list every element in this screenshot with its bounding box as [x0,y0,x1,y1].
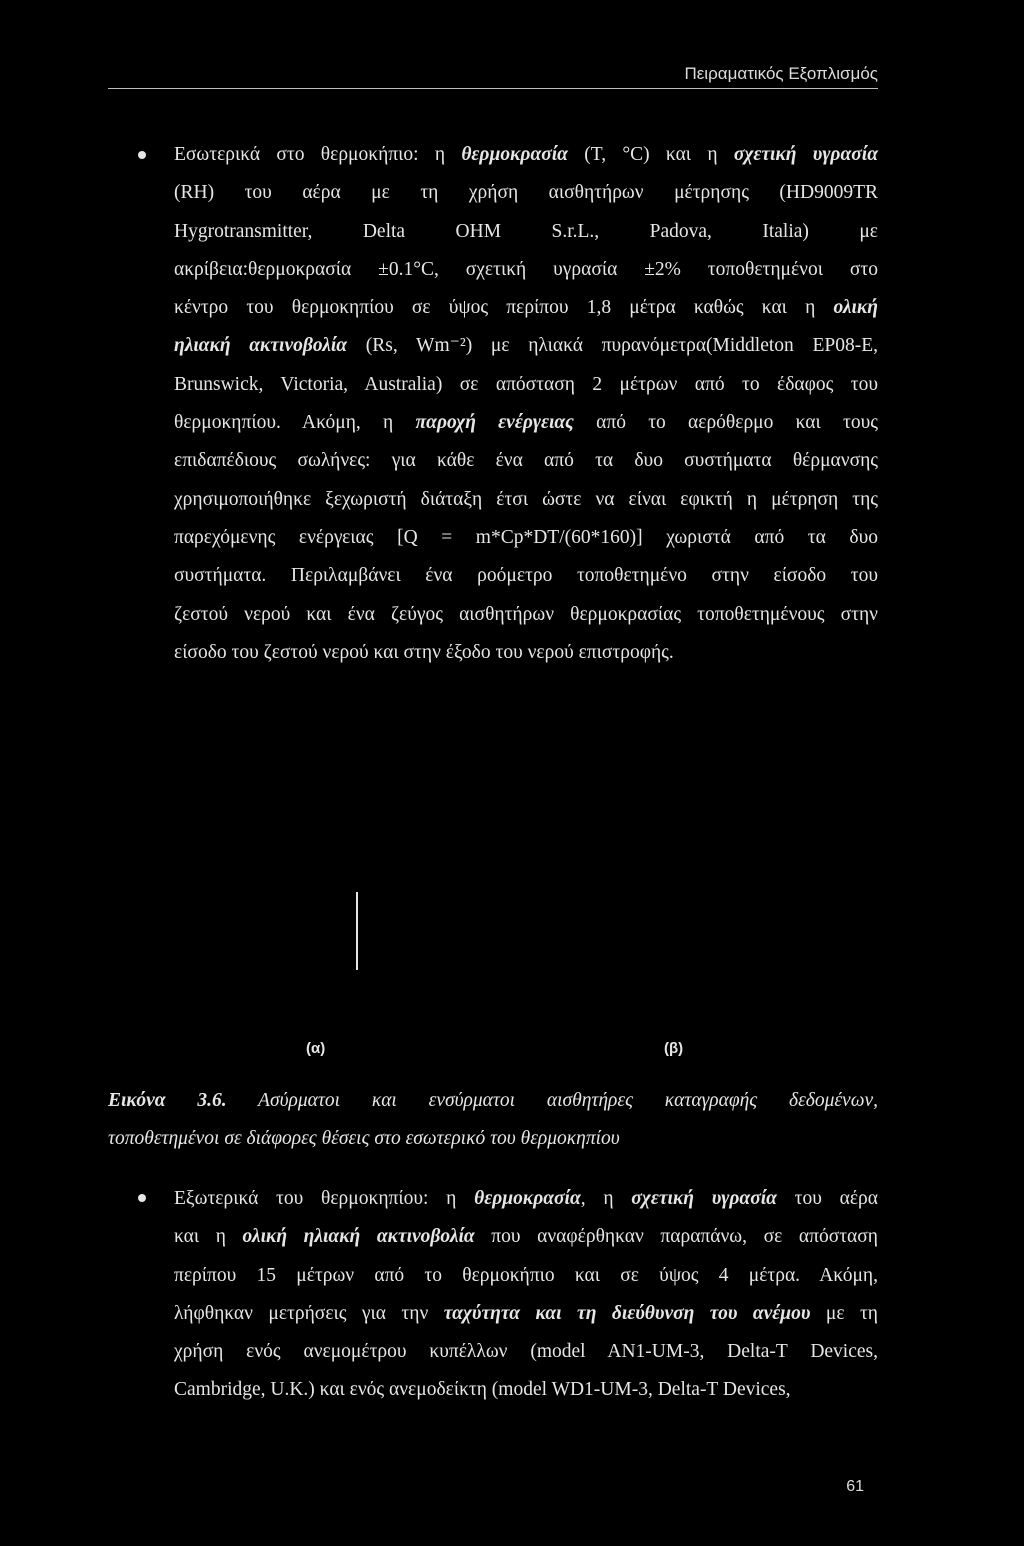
bullet-icon [138,1194,146,1202]
text-run: του αέρα [776,1188,879,1209]
text-run: ζεστού νερού και ένα ζεύγος αισθητήρων θερμοκρασίας τοποθετημένους στην [174,603,878,625]
emphasized-term: παροχή ενέργειας [415,412,574,434]
text-line [174,136,878,174]
text-run: και η [174,1226,243,1248]
bullet-paragraph-interior [174,136,878,672]
text-run: Hygrotransmitter, Delta OHM S.r.L., Padova, Italia) με [174,220,878,242]
text-run: από το αερόθερμο και τους [573,412,878,434]
text-line [174,404,878,442]
text-run: είσοδο του ζεστού νερού και στην έξοδο του νερού επιστροφής. [174,641,674,663]
text-run: Εσωτερικά στο θερμοκήπιο: η [174,144,462,165]
text-run: , η [580,1188,632,1209]
figure-label-a: (α) [306,1040,326,1057]
caption-line [108,1120,878,1158]
text-run: με τη [810,1302,878,1324]
caption-text-2: τοποθετημένοι σε διάφορες θέσεις στο εσωτερικό του θερμοκηπίου [108,1128,620,1149]
text-line [174,519,878,557]
text-run: χρησιμοποιήθηκε ξεχωριστή διάταξη έτσι ώστε να είναι εφικτή η μέτρηση της [174,488,878,510]
text-run: Εξωτερικά του θερμοκηπίου: η [174,1188,475,1209]
figure-label-b: (β) [664,1040,684,1057]
text-run: θερμοκηπίου. Ακόμη, η [174,412,416,434]
text-line [174,366,878,404]
emphasized-term: θερμοκρασία [461,144,568,165]
text-line [174,174,878,212]
text-line [174,213,878,251]
text-run: Cambridge, U.K.) και ενός ανεμοδείκτη (model WD1-UM-3, Delta-T Devices, [174,1379,791,1401]
emphasized-term: θερμοκρασία [474,1188,581,1209]
bullet-icon [138,151,146,159]
text-run: κέντρο του θερμοκηπίου σε ύψος περίπου 1,8 μέτρα καθώς και η [174,297,834,319]
text-line [174,289,878,327]
emphasized-term: σχετική υγρασία [733,144,878,165]
text-run: (RH) του αέρα με τη χρήση αισθητήρων μέτρησης (HD9009TR [174,182,878,204]
text-run: (Rs, Wm⁻²) με ηλιακά πυρανόμετρα(Middleton EP08-E, [347,335,878,357]
caption-line [108,1082,878,1120]
emphasized-term: σχετική υγρασία [631,1188,777,1209]
text-line [174,596,878,634]
text-run: που αναφέρθηκαν παραπάνω, σε απόσταση [474,1226,878,1248]
text-line [174,1371,878,1409]
text-run: περίπου 15 μέτρων από το θερμοκήπιο και σε ύψος 4 μέτρα. Ακόμη, [174,1264,878,1286]
figure-image-fragment [356,892,358,970]
caption-text-1: Ασύρματοι και ενσύρματοι αισθητήρες καταγραφής δεδομένων, [258,1090,878,1111]
text-line [174,1180,878,1218]
figure-caption [108,1082,878,1158]
text-line [174,481,878,519]
text-line [174,1257,878,1295]
text-line [174,251,878,289]
text-line [174,327,878,365]
text-run: (T, °C) και η [567,144,734,165]
emphasized-term: ηλιακή ακτινοβολία [174,335,348,357]
emphasized-term: ταχύτητα και τη διεύθυνση του ανέμου [443,1302,811,1324]
caption-number: Εικόνα 3.6. [108,1090,227,1111]
text-line [174,634,878,672]
text-run: παρεχόμενης ενέργειας [Q = m*Cp*DT/(60*160)] χωριστά από τα δυο [174,526,878,548]
text-line [174,442,878,480]
page-number: 61 [846,1478,864,1495]
running-header: Πειραματικός Εξοπλισμός [684,64,878,83]
emphasized-term: ολική ηλιακή ακτινοβολία [242,1226,475,1248]
text-line [174,1295,878,1333]
bullet-paragraph-exterior [174,1180,878,1410]
text-run: λήφθηκαν μετρήσεις για την [174,1302,444,1324]
emphasized-term: ολική [833,297,878,319]
text-line [174,1218,878,1256]
text-run: ακρίβεια:θερμοκρασία ±0.1°C, σχετική υγρασία ±2% τοποθετημένοι στο [174,258,878,280]
figure [108,880,878,1100]
header-rule [108,88,878,89]
text-run: Brunswick, Victoria, Australia) σε απόσταση 2 μέτρων από το έδαφος του [174,373,878,395]
text-line [174,557,878,595]
text-run: συστήματα. Περιλαμβάνει ένα ροόμετρο τοποθετημένο στην είσοδο του [174,565,878,587]
text-line [174,1333,878,1371]
text-run: επιδαπέδιους σωλήνες: για κάθε ένα από τα δυο συστήματα θέρμανσης [174,450,878,472]
text-run: χρήση ενός ανεμομέτρου κυπέλλων (model AN1-UM-3, Delta-T Devices, [174,1341,878,1363]
